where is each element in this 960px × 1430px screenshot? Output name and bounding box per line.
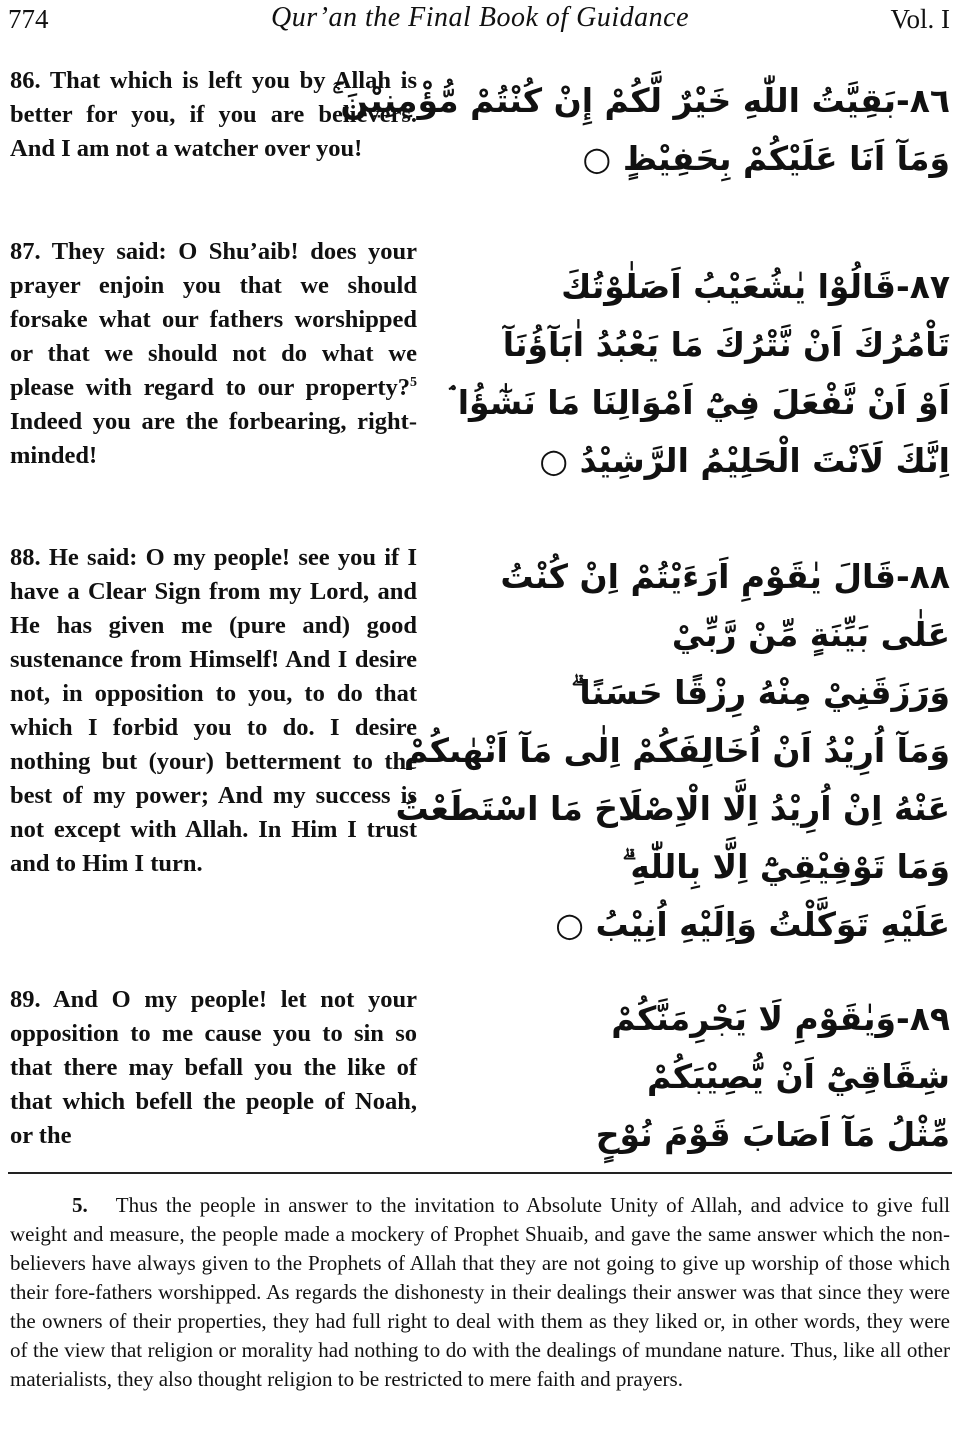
arabic-line: ٨٧-قَالُوْا يٰشُعَيْبُ اَصَلٰوْتُكَ: [561, 267, 950, 306]
arabic-line: اَوْ اَنْ نَّفْعَلَ فِيْٓ اَمْوَالِنَا مَا نَشٰٓؤُا ۘ: [449, 383, 950, 422]
arabic-line: عَلٰى بَيِّنَةٍ مِّنْ رَّبِّيْ: [671, 615, 950, 654]
footnote: [10, 1191, 950, 1394]
arabic-line: ٨٨-قَالَ يٰقَوْمِ اَرَءَيْتُمْ اِنْ كُنْتُ: [500, 557, 950, 596]
footnote-text: Thus the people in answer to the invitation to Absolute Unity of Allah, and advice to give full weight and measure, the people made a mockery of Prophet Shuaib, and gave the same answer which the non-believers have always given to the Prophets of Allah that they are not going to give up worship of those which their fore-fathers worshipped. As regards the dishonesty in their dealings their answer was that since they were the owners of their properties, they had full right to deal with them as they liked or, in other words, they were of the view that religion or morality had nothing to do with the dealings of mundane nature. Thus, like all other materialists, they also thought religion to be restricted to mere faith and prayers.: [10, 1193, 950, 1391]
verse-86-english: 86. That which is left you by Allah is better for you, if you are believers. And I am not a watcher over you!: [10, 67, 417, 162]
verse-87-arabic: [438, 258, 950, 490]
arabic-line: ٨٦-بَقِيَّتُ اللّٰهِ خَيْرٌ لَّكُمْ إِنْ كُنْتُمْ مُّؤْمِنِيْنَ ۚ: [332, 81, 950, 120]
arabic-line: عَلَيْهِ تَوَكَّلْتُ وَاِلَيْهِ اُنِيْبُ ○: [555, 905, 950, 944]
verse-86-arabic: [332, 72, 950, 188]
footnote-divider: [8, 1172, 952, 1174]
verse-87-text-continued: Indeed you are the forbearing, right-minded!: [10, 408, 417, 469]
verse-88-english: 88. He said: O my people! see you if I have a Clear Sign from my Lord, and He has given me (pure and) good sustenance from Himself! And I desire not, in opposition to you, to do that which I forbid you to do. I desire nothing but (your) betterment to the best of my power; And my success is not except with Allah. In Him I trust and to Him I turn.: [10, 544, 417, 877]
verse-89-arabic: [438, 990, 950, 1164]
arabic-line: وَرَزَقَنِيْ مِنْهُ رِزْقًا حَسَنًا ۗ: [571, 673, 950, 712]
arabic-line: وَمَا تَوْفِيْقِيْٓ اِلَّا بِاللّٰهِ ۗ: [622, 847, 950, 886]
verse-87-text: 87. They said: O Shu’aib! does your prayer enjoin you that we should forsake what our fathers worshipped or that we should not do what we please with regard to our property?: [10, 238, 417, 401]
arabic-line: وَمَآ اَنَا عَلَيْكُمْ بِحَفِيْظٍ ○: [582, 139, 950, 178]
arabic-line: شِقَاقِيْٓ اَنْ يُّصِيْبَكُمْ: [647, 1057, 950, 1096]
arabic-line: اِنَّكَ لَاَنْتَ الْحَلِيْمُ الرَّشِيْدُ ○: [539, 441, 950, 480]
arabic-line: وَمَآ اُرِيْدُ اَنْ اُخَالِفَكُمْ اِلٰى مَآ اَنْهٰىكُمْ: [403, 731, 950, 770]
arabic-line: ٨٩-وَيٰقَوْمِ لَا يَجْرِمَنَّكُمْ: [611, 999, 950, 1038]
footnote-number: 5.: [72, 1193, 88, 1217]
footnote-reference: 5: [410, 374, 417, 390]
verse-89-english: 89. And O my people! let not your opposition to me cause you to sin so that there may befall you the like of that which befell the people of Noah, or the: [10, 986, 417, 1149]
volume-label: Vol. I: [890, 4, 950, 34]
verse-88-arabic: [395, 548, 950, 954]
page-number: 774: [8, 4, 49, 34]
running-title: Qur’an the Final Book of Guidance: [270, 2, 689, 33]
arabic-line: مِّثْلُ مَآ اَصَابَ قَوْمَ نُوْحٍ: [595, 1115, 950, 1154]
page-header: [0, 0, 960, 44]
arabic-line: تَاْمُرُكَ اَنْ نَّتْرُكَ مَا يَعْبُدُ اٰبَآؤُنَآ: [502, 325, 950, 364]
arabic-line: عَنْهُ اِنْ اُرِيْدُ اِلَّا الْاِصْلَاحَ مَا اسْتَطَعْتُ: [395, 789, 950, 828]
verse-87-english: [10, 235, 417, 473]
